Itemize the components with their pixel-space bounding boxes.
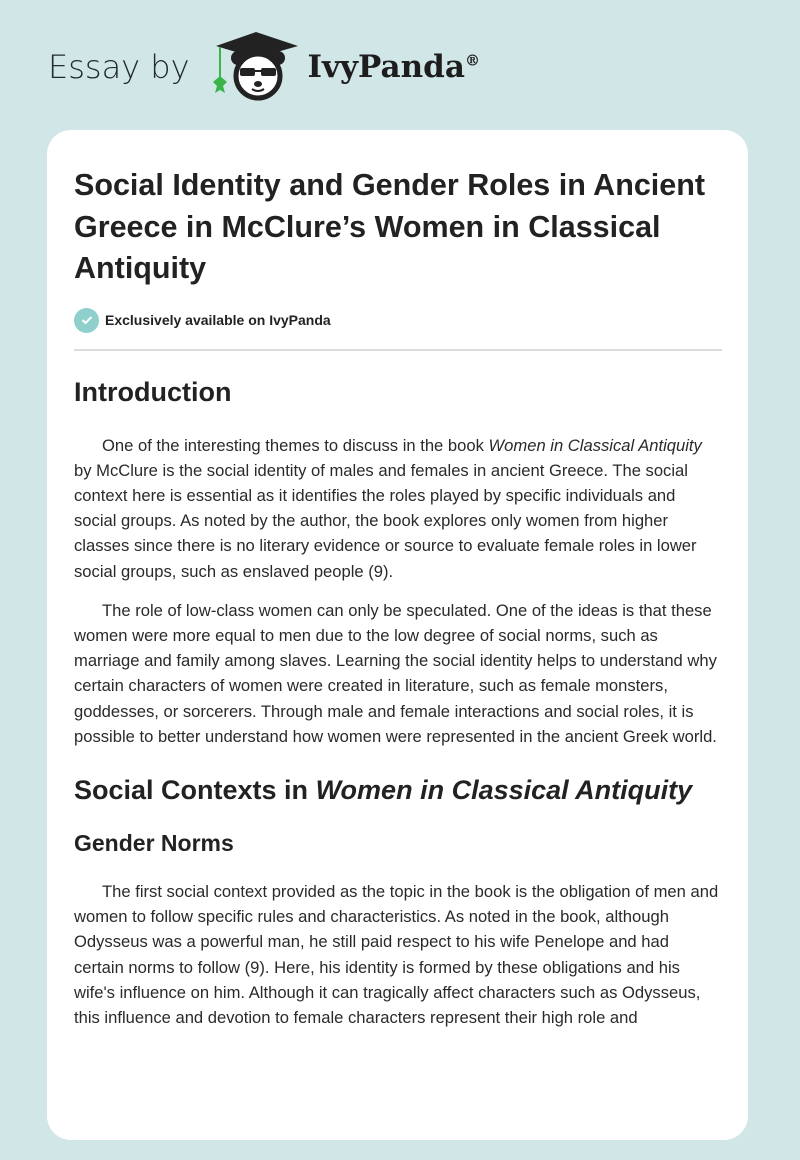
section-heading-introduction: Introduction — [74, 376, 232, 407]
registered-mark: ® — [464, 51, 480, 70]
brand-text: IvyPanda — [307, 49, 465, 85]
essay-title: Social Identity and Gender Roles in Ancient Greece in McClure’s Women in Classical Antiquity — [74, 168, 706, 285]
essay-card — [47, 130, 748, 1140]
book-title: Women in Classical Antiquity — [488, 435, 702, 455]
heading-book-title: Women in Classical Antiquity — [315, 774, 693, 805]
site-header — [48, 32, 480, 102]
exclusive-badge — [74, 308, 722, 333]
paragraph: The first social context provided as the topic in the book is the obligation of men and women to follow specific rules and characteristics. As noted in the book, although Odysseus was a powerful man, he still paid respect to his wife Penelope and had certain norms to follow (9). Here, his identity is formed by these obligations and his wife's influence on him. Although it can tragically affect characters such as Odysseus, this influence and devotion to female characters represent their high role and — [74, 881, 719, 1027]
text: One of the interesting themes to discuss in the book — [102, 435, 489, 455]
essay-by-label: Essay by — [48, 48, 190, 86]
subheading-gender-norms: Gender Norms — [74, 829, 234, 856]
paragraph — [74, 433, 722, 584]
text: by McClure is the social identity of males and females in ancient Greece. The social context here is essential as it identifies the roles played by specific individuals and social groups. As noted by the author, the book explores only women from higher classes since there is no literary evidence or source to evaluate female roles in lower social groups, such as enslaved people (9). — [74, 460, 697, 581]
badge-text: Exclusively available on IvyPanda — [105, 312, 331, 328]
panda-logo-icon[interactable] — [212, 32, 300, 102]
paragraph: The role of low-class women can only be speculated. One of the ideas is that these women were more equal to men due to the low degree of social norms, such as marriage and family among slaves. Learning the social identity helps to understand why certain characters of women were created in literature, such as female monsters, goddesses, or sorcerers. Through male and female interactions and social roles, it is possible to better understand how women were represented in the ancient Greek world. — [74, 600, 717, 746]
heading-text: Social Contexts in — [74, 774, 316, 805]
divider — [74, 349, 722, 351]
section-heading-social-contexts — [74, 771, 722, 809]
check-icon — [74, 308, 99, 333]
brand-name[interactable] — [308, 49, 480, 85]
